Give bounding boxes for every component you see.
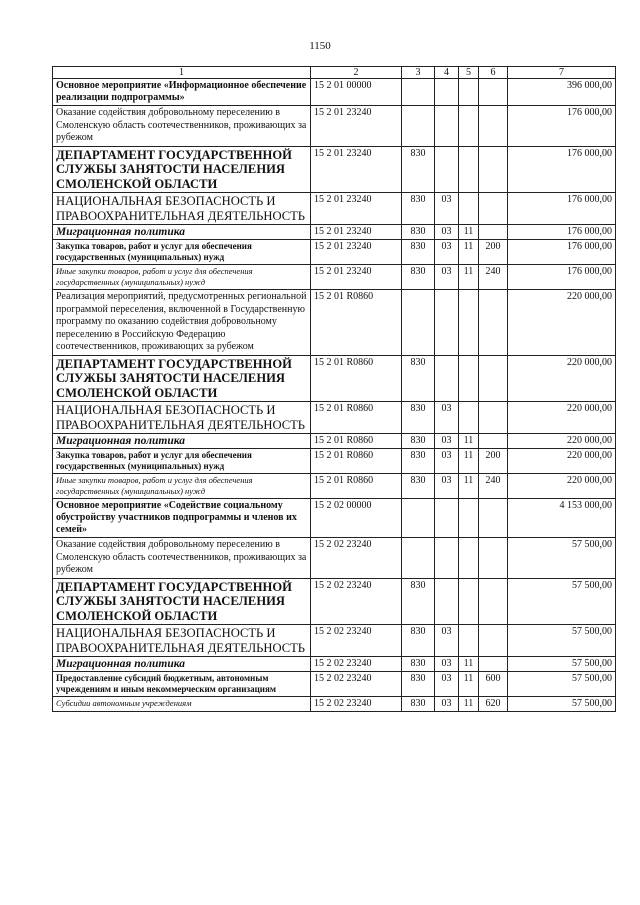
cell-amount: 57 500,00: [508, 672, 616, 697]
cell-amount: 57 500,00: [508, 657, 616, 672]
cell-amount: 220 000,00: [508, 355, 616, 402]
cell-col3: 830: [402, 657, 435, 672]
cell-col6: 240: [479, 474, 508, 499]
cell-amount: 57 500,00: [508, 697, 616, 712]
cell-col6: [479, 290, 508, 356]
cell-code: 15 2 01 23240: [311, 106, 402, 147]
cell-amount: 4 153 000,00: [508, 499, 616, 538]
cell-col6: [479, 657, 508, 672]
table-row: [53, 499, 616, 538]
cell-code: 15 2 01 R0860: [311, 434, 402, 449]
table-row: [53, 449, 616, 474]
cell-col4: 03: [435, 657, 459, 672]
cell-name: НАЦИОНАЛЬНАЯ БЕЗОПАСНОСТЬ И ПРАВООХРАНИТЕЛЬНАЯ ДЕЯТЕЛЬНОСТЬ: [53, 193, 311, 225]
cell-amount: 220 000,00: [508, 474, 616, 499]
cell-col4: 03: [435, 225, 459, 240]
cell-col5: 11: [459, 225, 479, 240]
cell-col3: [402, 538, 435, 579]
cell-col4: [435, 106, 459, 147]
cell-name: Оказание содействия добровольному переселению в Смоленскую область соотечественников, проживающих за рубежом: [53, 538, 311, 579]
cell-name: Реализация мероприятий, предусмотренных региональной программой переселения, включенной в Государственную программу по оказанию содействия добровольному переселению в Российскую Федерацию соотечественников, проживающих за рубежом: [53, 290, 311, 356]
cell-col5: [459, 355, 479, 402]
cell-col6: [479, 106, 508, 147]
cell-col4: 03: [435, 193, 459, 225]
cell-col4: 03: [435, 434, 459, 449]
cell-col4: 03: [435, 625, 459, 657]
cell-amount: 220 000,00: [508, 449, 616, 474]
cell-name: Иные закупки товаров, работ и услуг для обеспечения государственных (муниципальных) нужд: [53, 474, 311, 499]
cell-amount: 396 000,00: [508, 79, 616, 106]
table-row: [53, 697, 616, 712]
table-header-row: [53, 67, 616, 79]
cell-code: 15 2 01 R0860: [311, 290, 402, 356]
cell-col3: 830: [402, 355, 435, 402]
column-header-6: 6: [479, 67, 508, 79]
cell-col5: 11: [459, 449, 479, 474]
table-row: [53, 578, 616, 625]
cell-amount: 176 000,00: [508, 106, 616, 147]
cell-name: Закупка товаров, работ и услуг для обеспечения государственных (муниципальных) нужд: [53, 240, 311, 265]
cell-col6: [479, 538, 508, 579]
cell-col6: [479, 499, 508, 538]
column-header-amount: 7: [508, 67, 616, 79]
cell-col4: 03: [435, 474, 459, 499]
cell-col4: [435, 538, 459, 579]
table-row: [53, 474, 616, 499]
cell-col6: 200: [479, 240, 508, 265]
cell-col3: 830: [402, 578, 435, 625]
cell-code: 15 2 01 23240: [311, 225, 402, 240]
cell-col3: 830: [402, 449, 435, 474]
cell-col5: 11: [459, 657, 479, 672]
cell-col3: 830: [402, 265, 435, 290]
cell-code: 15 2 01 R0860: [311, 402, 402, 434]
cell-col4: [435, 578, 459, 625]
cell-col3: [402, 290, 435, 356]
cell-col4: [435, 79, 459, 106]
cell-col5: [459, 625, 479, 657]
cell-col5: [459, 538, 479, 579]
cell-amount: 176 000,00: [508, 265, 616, 290]
cell-col6: [479, 355, 508, 402]
cell-col6: 200: [479, 449, 508, 474]
cell-col6: [479, 402, 508, 434]
cell-col5: [459, 146, 479, 193]
table-row: [53, 79, 616, 106]
cell-name: Основное мероприятие «Информационное обеспечение реализации подпрограммы»: [53, 79, 311, 106]
cell-code: 15 2 02 00000: [311, 499, 402, 538]
cell-col4: 03: [435, 240, 459, 265]
cell-col6: [479, 193, 508, 225]
cell-col5: 11: [459, 697, 479, 712]
cell-amount: 176 000,00: [508, 240, 616, 265]
cell-code: 15 2 02 23240: [311, 657, 402, 672]
cell-col6: [479, 434, 508, 449]
cell-col5: [459, 193, 479, 225]
column-header-5: 5: [459, 67, 479, 79]
cell-col6: [479, 79, 508, 106]
cell-code: 15 2 01 00000: [311, 79, 402, 106]
cell-col3: 830: [402, 697, 435, 712]
cell-col5: [459, 499, 479, 538]
cell-col3: 830: [402, 434, 435, 449]
cell-amount: 220 000,00: [508, 290, 616, 356]
cell-name: Оказание содействия добровольному переселению в Смоленскую область соотечественников, проживающих за рубежом: [53, 106, 311, 147]
cell-amount: 57 500,00: [508, 578, 616, 625]
cell-col3: [402, 499, 435, 538]
cell-code: 15 2 01 23240: [311, 265, 402, 290]
cell-name: Миграционная политика: [53, 225, 311, 240]
cell-code: 15 2 01 R0860: [311, 355, 402, 402]
cell-col3: 830: [402, 474, 435, 499]
budget-table: [52, 66, 616, 712]
cell-col4: [435, 146, 459, 193]
cell-amount: 176 000,00: [508, 225, 616, 240]
cell-col5: 11: [459, 240, 479, 265]
cell-name: Основное мероприятие «Содействие социальному обустройству участников подпрограммы и членов их семей»: [53, 499, 311, 538]
cell-col4: [435, 499, 459, 538]
cell-col5: [459, 578, 479, 625]
cell-col3: 830: [402, 625, 435, 657]
table-row: [53, 402, 616, 434]
table-row: [53, 193, 616, 225]
cell-amount: 220 000,00: [508, 434, 616, 449]
cell-code: 15 2 02 23240: [311, 672, 402, 697]
table-row: [53, 146, 616, 193]
cell-col5: 11: [459, 434, 479, 449]
cell-col5: 11: [459, 265, 479, 290]
cell-col4: [435, 355, 459, 402]
column-header-3: 3: [402, 67, 435, 79]
cell-col6: 240: [479, 265, 508, 290]
cell-code: 15 2 01 23240: [311, 193, 402, 225]
column-header-4: 4: [435, 67, 459, 79]
cell-name: НАЦИОНАЛЬНАЯ БЕЗОПАСНОСТЬ И ПРАВООХРАНИТЕЛЬНАЯ ДЕЯТЕЛЬНОСТЬ: [53, 625, 311, 657]
cell-code: 15 2 01 R0860: [311, 449, 402, 474]
cell-name: ДЕПАРТАМЕНТ ГОСУДАРСТВЕННОЙ СЛУЖБЫ ЗАНЯТОСТИ НАСЕЛЕНИЯ СМОЛЕНСКОЙ ОБЛАСТИ: [53, 355, 311, 402]
cell-name: Миграционная политика: [53, 434, 311, 449]
cell-col5: 11: [459, 474, 479, 499]
cell-col3: 830: [402, 240, 435, 265]
cell-name: Предоставление субсидий бюджетным, автономным учреждениям и иным некоммерческим организациям: [53, 672, 311, 697]
cell-name: НАЦИОНАЛЬНАЯ БЕЗОПАСНОСТЬ И ПРАВООХРАНИТЕЛЬНАЯ ДЕЯТЕЛЬНОСТЬ: [53, 402, 311, 434]
table-row: [53, 672, 616, 697]
cell-col4: 03: [435, 672, 459, 697]
cell-col5: [459, 106, 479, 147]
table-row: [53, 355, 616, 402]
cell-col6: 600: [479, 672, 508, 697]
cell-col5: [459, 290, 479, 356]
cell-code: 15 2 01 23240: [311, 146, 402, 193]
cell-col6: [479, 625, 508, 657]
cell-name: ДЕПАРТАМЕНТ ГОСУДАРСТВЕННОЙ СЛУЖБЫ ЗАНЯТОСТИ НАСЕЛЕНИЯ СМОЛЕНСКОЙ ОБЛАСТИ: [53, 578, 311, 625]
cell-col4: 03: [435, 449, 459, 474]
cell-col6: [479, 225, 508, 240]
table-row: [53, 538, 616, 579]
table-row: [53, 290, 616, 356]
cell-col3: 830: [402, 402, 435, 434]
cell-code: 15 2 02 23240: [311, 578, 402, 625]
column-header-name: 1: [53, 67, 311, 79]
cell-name: Закупка товаров, работ и услуг для обеспечения государственных (муниципальных) нужд: [53, 449, 311, 474]
table-row: [53, 434, 616, 449]
cell-col4: 03: [435, 697, 459, 712]
cell-col3: 830: [402, 225, 435, 240]
cell-col3: [402, 79, 435, 106]
cell-name: Миграционная политика: [53, 657, 311, 672]
cell-name: ДЕПАРТАМЕНТ ГОСУДАРСТВЕННОЙ СЛУЖБЫ ЗАНЯТОСТИ НАСЕЛЕНИЯ СМОЛЕНСКОЙ ОБЛАСТИ: [53, 146, 311, 193]
cell-code: 15 2 01 23240: [311, 240, 402, 265]
cell-code: 15 2 02 23240: [311, 697, 402, 712]
cell-col3: 830: [402, 193, 435, 225]
cell-col5: 11: [459, 672, 479, 697]
cell-amount: 220 000,00: [508, 402, 616, 434]
cell-col6: [479, 146, 508, 193]
cell-code: 15 2 02 23240: [311, 538, 402, 579]
cell-amount: 176 000,00: [508, 146, 616, 193]
cell-col3: [402, 106, 435, 147]
column-header-code: 2: [311, 67, 402, 79]
cell-col5: [459, 79, 479, 106]
table-row: [53, 225, 616, 240]
table-row: [53, 240, 616, 265]
cell-amount: 57 500,00: [508, 538, 616, 579]
cell-col4: 03: [435, 265, 459, 290]
table-row: [53, 657, 616, 672]
page-number: 1150: [309, 40, 331, 52]
cell-col6: [479, 578, 508, 625]
cell-col3: 830: [402, 672, 435, 697]
cell-name: Субсидии автономным учреждениям: [53, 697, 311, 712]
cell-col5: [459, 402, 479, 434]
cell-amount: 57 500,00: [508, 625, 616, 657]
table-row: [53, 625, 616, 657]
cell-code: 15 2 01 R0860: [311, 474, 402, 499]
table-row: [53, 265, 616, 290]
cell-code: 15 2 02 23240: [311, 625, 402, 657]
cell-col4: [435, 290, 459, 356]
cell-name: Иные закупки товаров, работ и услуг для обеспечения государственных (муниципальных) нужд: [53, 265, 311, 290]
table-row: [53, 106, 616, 147]
cell-col4: 03: [435, 402, 459, 434]
cell-col3: 830: [402, 146, 435, 193]
cell-col6: 620: [479, 697, 508, 712]
cell-amount: 176 000,00: [508, 193, 616, 225]
